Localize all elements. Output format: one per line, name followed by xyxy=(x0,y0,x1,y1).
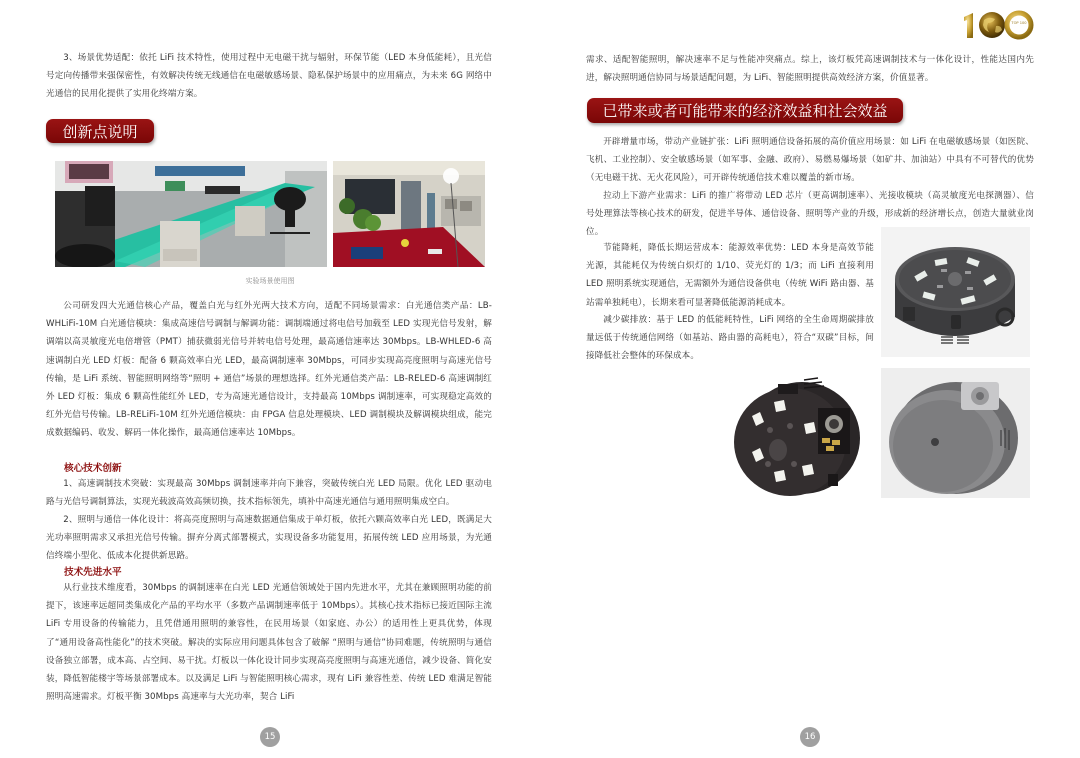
office-demo-photo xyxy=(333,161,485,267)
benefit-carbon-reduction: 减少碳排放：基于 LED 的低能耗特性，LiFi 网络的全生命周期碳排放量远低于传统通信网络（如基站、路由器的高耗电），符合“双碳”目标，间接降低社会整体的环保成本。 xyxy=(586,315,874,362)
lab-workbench-photo xyxy=(55,161,327,267)
section-title-text: 创新点说明 xyxy=(62,122,138,141)
page-number-text: 16 xyxy=(804,732,816,742)
page-number-text: 15 xyxy=(264,732,276,742)
led-lamp-top-view-image xyxy=(881,227,1030,357)
section-title-text: 已带来或者可能带来的经济效益和社会效益 xyxy=(602,102,888,120)
led-lamp-back-view-image xyxy=(881,368,1030,498)
core-innovation-item-1: 1、高速调制技术突破：实现最高 30Mbps 调制速率并向下兼容，突破传统白光 LED 局限。优化 LED 驱动电路与光信号调制算法，实现光载波高效高频切换，技术指标领先，填补中高速光通信与通用照明集成空白。 xyxy=(46,479,492,508)
products-paragraph: 公司研发四大光通信核心产品，覆盖白光与红外光两大技术方向，适配不同场景需求：白光通信类产品：LB-WHLiFi-10M 白光通信模块：集成高速信号调制与解调功能：调制端通过将电信号加载至 LED 实现光信号发射，解调端以高灵敏度光电倍增管（PMT）捕获微弱光信号并转电信号处理，最高通信速率达 30Mbps。LB-WHLED-6 高速调制白光 LED 灯板：配备 6 颗高效率白光 LED，最高调制速率 30Mbps，可同步实现高亮度照明与高速光信号传输，是 LiFi 系统、智能照明网络等“照明 + 通信”场景的理想选择。红外光通信类产品：LB-RELED-6 高速调制红外 LED 灯板：集成 6 颗高性能红外 LED，专为高速光通信设计，支持最高 10Mbps 调制速率，可实现稳定高效的红外光信号传输。LB-RELiFi-10M 红外光通信模块：由 FPGA 信息处理模块、LED 调制模块及解调模块组成，能完成数据编码、收发、解码一体化操作，最高通信速率达 10Mbps。 xyxy=(46,301,492,439)
subhead-core-innovation: 核心技术创新 xyxy=(64,463,122,474)
scenario-advantage-paragraph: 3、场景优势适配：依托 LiFi 技术特性，使用过程中无电磁干扰与辐射，环保节能（LED 本身低能耗），且光信号定向传播带来强保密性，有效解决传统无线通信在电磁敏感场景、隐私保护场景中的应用痛点，为未来 6G 网络中光通信的民用化提供了实用化终端方案。 xyxy=(46,53,492,100)
page-number-15 xyxy=(260,727,280,747)
led-lamp-front-view-image xyxy=(718,368,868,498)
section-title-benefits xyxy=(587,98,903,123)
continued-paragraph: 需求、适配智能照明，解决速率不足与性能冲突痛点。综上，该灯板凭高速调制技术与一体化设计，性能达国内先进，解决照明通信协同与场景适配问题，为 LiFi、智能照明提供高效经济方案，价值显著。 xyxy=(586,55,1034,84)
benefit-energy-saving: 节能降耗，降低长期运营成本：能源效率优势：LED 本身是高效节能光源，其能耗仅为传统白炽灯的 1/10、荧光灯的 1/3；而 LiFi 直接利用 LED 照明系统实现通信，无需额外为通信设备供电（传统 WiFi 路由器、基站需单独耗电），长期来看可显著降低能源消耗成本。 xyxy=(586,243,874,308)
benefit-market-expansion: 开辟增量市场，带动产业链扩张：LiFi 照明通信设备拓展的高价值应用场景：如 LiFi 在电磁敏感场景（如医院、飞机、工业控制）、安全敏感场景（如军事、金融、政府）、易燃易爆场景（如矿井、加油站）中具有不可替代的优势（无电磁干扰、无火花风险），可开辟传统通信技术难以覆盖的新市场。 xyxy=(586,137,1034,184)
photo-caption: 实验场景使用图 xyxy=(245,277,295,285)
section-title-innovation xyxy=(46,119,154,143)
core-innovation-item-2: 2、照明与通信一体化设计：将高亮度照明与高速数据通信集成于单灯板，依托六颗高效率白光 LED，既满足大光功率照明需求又承担光信号传输。摒弃分离式部署模式，实现设备多功能复用，拓展传统 LED 应用场景，为光通信终端小型化、低成本化提供新思路。 xyxy=(46,515,492,562)
page-number-16 xyxy=(800,727,820,747)
benefit-industry-demand: 拉动上下游产业需求：LiFi 的推广将带动 LED 芯片（更高调制速率）、光接收模块（高灵敏度光电探测器）、信号处理算法等核心技术的研发，促进半导体、通信设备、照明等产业的升级，形成新的经济增长点，创造大量就业岗位。 xyxy=(586,191,1034,238)
subhead-advanced-level: 技术先进水平 xyxy=(64,567,122,578)
advanced-level-paragraph: 从行业技术维度看，30Mbps 的调制速率在白光 LED 光通信领域处于国内先进水平，尤其在兼顾照明功能的前提下，该速率远超同类集成化产品的平均水平（多数产品调制速率低于 10Mbps）。其核心技术指标已接近国际主流 LiFi 专用设备的传输能力，且凭借通用照明的兼容性，在民用场景（如家庭、办公）的适用性上更具优势，体现了“通用设备高性能化”的技术突破。解决的实际应用问题具体包含了破解 “照明与通信”协同难题，传统照明与通信设备独立部署，成本高、占空间、易干扰。灯板以一体化设计同步实现高亮度照明与高速光通信，减少设备、简化安装，降低智能楼宇等场景部署成本。以及满足 LiFi 与智能照明核心需求，现有 LiFi 兼容性差、传统 LED 难满足智能照明高速需求。灯板平衡 30Mbps 高速率与大光功率，契合 LiFi xyxy=(46,583,492,703)
page-16 xyxy=(540,0,1080,758)
svg-text:TOP 100: TOP 100 xyxy=(1011,21,1027,25)
